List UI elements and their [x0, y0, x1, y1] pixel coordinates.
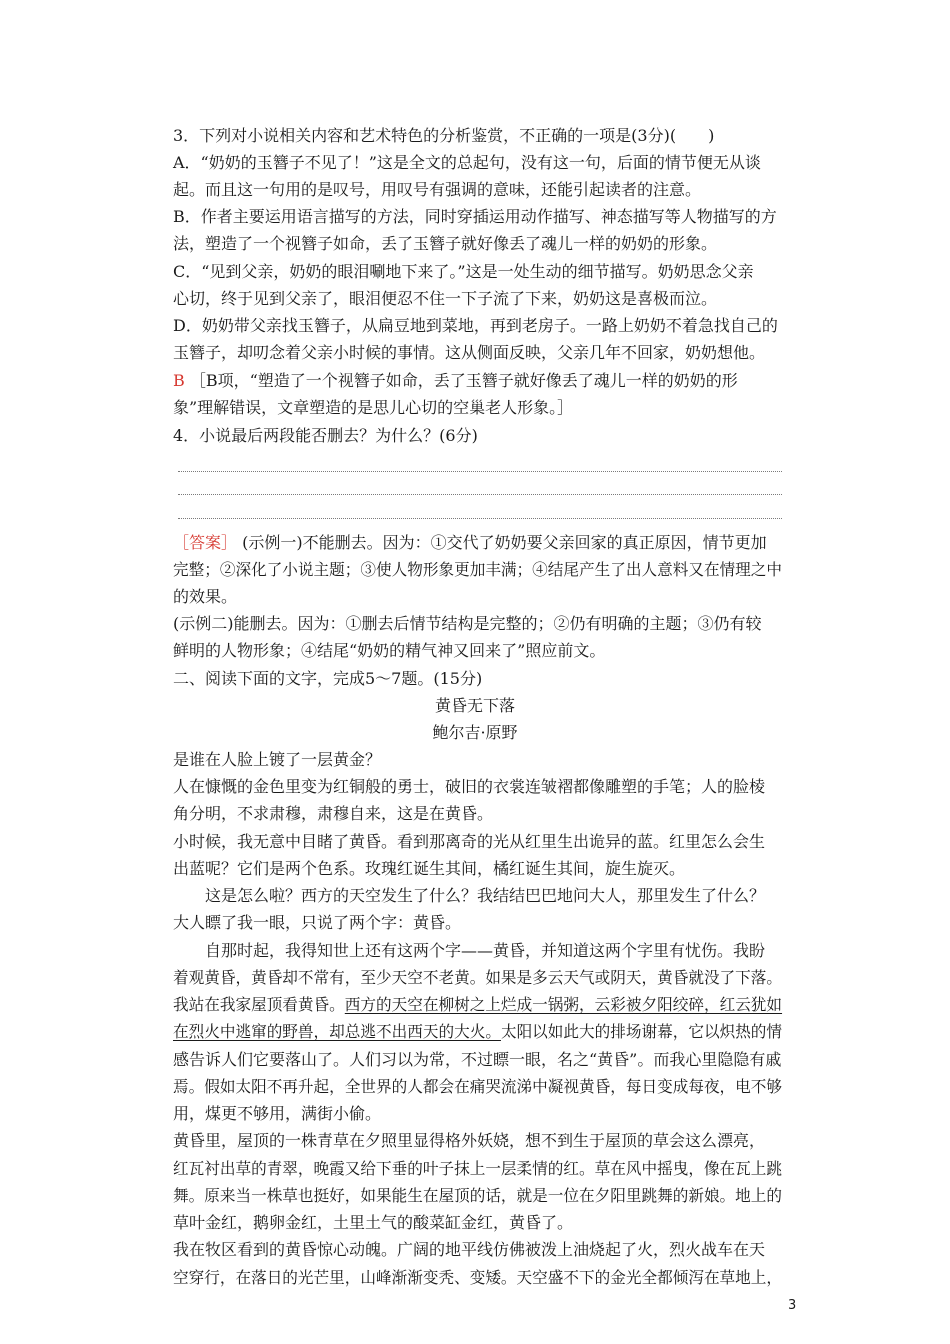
passage-title: 黄昏无下落	[434, 696, 515, 715]
passage-paragraph-cont: 出蓝呢？它们是两个色系。玫瑰红诞生其间，橘红诞生其间，旋生旋灭。	[173, 859, 686, 878]
passage-paragraph-cont: 感告诉人们它要落山了。人们习以为常，不过瞟一眼，名之“黄昏”。而我心里隐隐有戚	[173, 1050, 782, 1069]
q3-answer	[173, 371, 738, 391]
passage-paragraph-cont: 用，煤更不够用，满街小偷。	[173, 1104, 382, 1123]
passage-paragraph: 人在慷慨的金色里变为红铜般的勇士，破旧的衣裳连皱褶都像雕塑的手笔；人的脸棱	[173, 777, 766, 796]
q3-answer-explanation: ［B项，“塑造了一个视簪子如命，丢了玉簪子就好像丢了魂儿一样的奶奶的形	[189, 371, 738, 390]
q3-option-b-cont: 法，塑造了一个视簪子如命，丢了玉簪子就好像丢了魂儿一样的奶奶的形象。	[173, 234, 718, 253]
passage-paragraph-cont: 角分明，不求肃穆，肃穆自来，这是在黄昏。	[173, 804, 494, 823]
q4-example-one-cont-2: 的效果。	[173, 587, 238, 606]
q3-option-d: D．奶奶带父亲找玉簪子，从扁豆地到菜地，再到老房子。一路上奶奶不着急找自己的	[173, 316, 778, 335]
q3-option-a: A．“奶奶的玉簪子不见了！”这是全文的总起句，没有这一句，后面的情节便无从谈	[173, 153, 761, 172]
q4-example-two: (示例二)能删去。因为：①删去后情节结构是完整的；②仍有明确的主题；③仍有较	[173, 614, 762, 633]
passage-paragraph-cont	[173, 995, 782, 1015]
q3-answer-cont: 象”理解错误，文章塑造的是思儿心切的空巢老人形象。］	[173, 398, 574, 417]
passage-author: 鲍尔吉·原野	[432, 723, 518, 742]
passage-paragraph-cont: 舞。原来当一株草也挺好，如果能生在屋顶的话，就是一位在夕阳里跳舞的新娘。地上的	[173, 1186, 783, 1205]
q3-option-b: B．作者主要运用语言描写的方法，同时穿插运用动作描写、神态描写等人物描写的方	[173, 207, 777, 226]
q3-option-a-cont: 起。而且这一句用的是叹号，用叹号有强调的意味，还能引起读者的注意。	[173, 180, 702, 199]
q3-option-c-cont: 心切，终于见到父亲了，眼泪便忍不住一下子流了下来，奶奶这是喜极而泣。	[173, 289, 718, 308]
underlined-sentence: 在烈火中逃窜的野兽，却总逃不出西天的大火。	[173, 1022, 501, 1041]
passage-paragraph: 这是怎么啦？西方的天空发生了什么？我结结巴巴地问大人，那里发生了什么？	[205, 886, 766, 905]
passage-text: 太阳以如此大的排场谢幕，它以炽热的情	[500, 1022, 783, 1041]
q4-answer	[173, 533, 767, 553]
q3-option-d-cont: 玉簪子，却叨念着父亲小时候的事情。这从侧面反映，父亲几年不回家，奶奶想他。	[173, 343, 766, 362]
passage-text: 我站在我家屋顶看黄昏。	[173, 995, 345, 1014]
q3-option-c: C．“见到父亲，奶奶的眼泪唰地下来了。”这是一处生动的细节描写。奶奶思念父亲	[173, 262, 754, 281]
passage-paragraph-cont: 空穿行，在落日的光芒里，山峰渐渐变秃、变矮。天空盛不下的金光全都倾泻在草地上，	[173, 1268, 783, 1287]
passage-paragraph-cont: 焉。假如太阳不再升起，全世界的人都会在痛哭流涕中凝视黄昏，每日变成每夜，电不够	[173, 1077, 783, 1096]
q4-example-two-cont: 鲜明的人物形象；④结尾“奶奶的精气神又回来了”照应前文。	[173, 641, 606, 660]
q4-stem: 4．小说最后两段能否删去？为什么？(6分)	[173, 426, 478, 445]
passage-paragraph: 自那时起，我得知世上还有这两个字——黄昏，并知道这两个字里有忧伤。我盼	[205, 941, 766, 960]
passage-paragraph: 黄昏里，屋顶的一株青草在夕照里显得格外妖娆，想不到生于屋顶的草会这么漂亮，	[173, 1131, 766, 1150]
q4-example-one-cont: 完整；②深化了小说主题；③使人物形象更加丰满；④结尾产生了出人意料又在情理之中	[173, 560, 783, 579]
q3-answer-letter: B	[173, 371, 185, 390]
passage-paragraph-cont: 草叶金红，鹅卵金红，土里土气的酸菜缸金红，黄昏了。	[173, 1213, 574, 1232]
passage-paragraph: 是谁在人脸上镀了一层黄金？	[173, 750, 382, 769]
section-two-intro: 二、阅读下面的文字，完成5～7题。(15分)	[173, 669, 483, 688]
passage-paragraph-cont: 大人瞟了我一眼，只说了两个字：黄昏。	[173, 913, 462, 932]
q4-example-one: (示例一)不能删去。因为：①交代了奶奶要父亲回家的真正原因，情节更加	[242, 533, 767, 552]
passage-paragraph: 我在牧区看到的黄昏惊心动魄。广阔的地平线仿佛被泼上油烧起了火，烈火战车在天	[173, 1240, 766, 1259]
underlined-sentence: 西方的天空在柳树之上烂成一锅粥，云彩被夕阳绞碎，红云犹如	[344, 995, 783, 1014]
page-number: 3	[788, 1298, 797, 1313]
answer-blank-line-2	[178, 494, 782, 495]
answer-blank-line-1	[178, 471, 782, 472]
passage-paragraph: 小时候，我无意中目睹了黄昏。看到那离奇的光从红里生出诡异的蓝。红里怎么会生	[173, 832, 766, 851]
passage-paragraph-cont: 红瓦衬出草的青翠，晚霞又给下垂的叶子抹上一层柔情的红。草在风中摇曳，像在瓦上跳	[173, 1159, 783, 1178]
passage-paragraph-cont: 着观黄昏，黄昏却不常有，至少天空不老黄。如果是多云天气或阴天，黄昏就没了下落。	[173, 968, 783, 987]
answer-blank-line-3	[178, 518, 782, 519]
q3-stem: 3．下列对小说相关内容和艺术特色的分析鉴赏，不正确的一项是(3分)( )	[173, 126, 715, 145]
q4-answer-tag: ［答案］	[173, 533, 238, 552]
passage-paragraph-cont	[173, 1022, 782, 1042]
